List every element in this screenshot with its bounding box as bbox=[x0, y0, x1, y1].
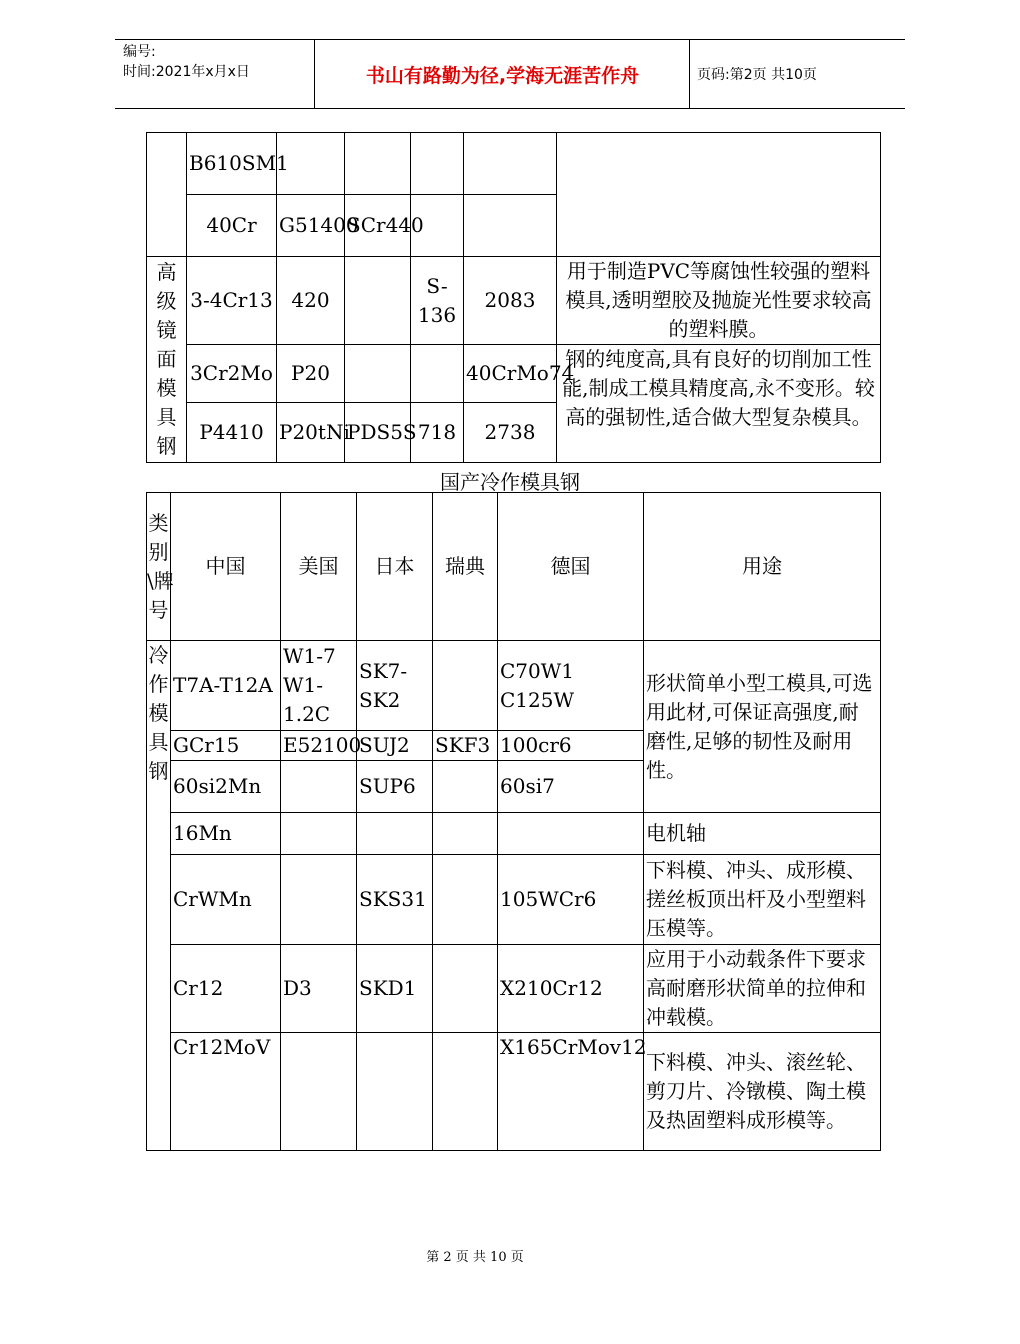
table-cell: T7A-T12A bbox=[171, 641, 281, 731]
table-cell: Cr12MoV bbox=[171, 1033, 281, 1151]
table-cell: SCr440 bbox=[345, 195, 411, 257]
table-cell: G51400 bbox=[277, 195, 345, 257]
table-cell: X165CrMov12 bbox=[498, 1033, 644, 1151]
table-cell bbox=[498, 813, 644, 855]
table-cell bbox=[411, 133, 464, 195]
table-cell: SK7-SK2 bbox=[357, 641, 433, 731]
table2-header-usa: 美国 bbox=[281, 493, 357, 641]
table-cell: PDS5S bbox=[345, 403, 411, 463]
table-cell: 2083 bbox=[464, 257, 557, 345]
table-cell: X210Cr12 bbox=[498, 945, 644, 1033]
table2-usage-group: 形状简单小型工模具,可选用此材,可保证高强度,耐磨性,足够的韧性及耐用性。 bbox=[644, 641, 881, 813]
table-cell: 105WCr6 bbox=[498, 855, 644, 945]
table2-category: 冷作模具钢 bbox=[147, 641, 171, 1151]
table-cell: SUJ2 bbox=[357, 731, 433, 761]
table-cell: SKD1 bbox=[357, 945, 433, 1033]
table-cell: 16Mn bbox=[171, 813, 281, 855]
table2-title: 国产冷作模具钢 bbox=[440, 470, 580, 494]
table1-category-continued bbox=[147, 133, 187, 257]
table2-header-usage: 用途 bbox=[644, 493, 881, 641]
table-cell: 下料模、冲头、成形模、搓丝板顶出杆及小型塑料压模等。 bbox=[644, 855, 881, 945]
table2-header-category: 类别\牌号 bbox=[147, 493, 171, 641]
table-cell: 60si2Mn bbox=[171, 761, 281, 813]
table-cell: D3 bbox=[281, 945, 357, 1033]
table-cell: C70W1 C125W bbox=[498, 641, 644, 731]
table-cell: 40Cr bbox=[187, 195, 277, 257]
table-cell bbox=[464, 133, 557, 195]
table-cell bbox=[433, 761, 498, 813]
table-cell bbox=[411, 345, 464, 403]
table-cell: 100cr6 bbox=[498, 731, 644, 761]
document-time-label: 时间:2021年x月x日 bbox=[123, 64, 250, 80]
table-cell bbox=[357, 813, 433, 855]
table2-header-china: 中国 bbox=[171, 493, 281, 641]
table-cell: 电机轴 bbox=[644, 813, 881, 855]
table-cell: 718 bbox=[411, 403, 464, 463]
table-cell: SKS31 bbox=[357, 855, 433, 945]
table-cell bbox=[433, 855, 498, 945]
table1-usage-1: 用于制造PVC等腐蚀性较强的塑料模具,透明塑胶及抛旋光性要求较高的塑料膜。 bbox=[557, 257, 881, 345]
table-cell: CrWMn bbox=[171, 855, 281, 945]
table1-usage-2: 钢的纯度高,具有良好的切削加工性能,制成工模具精度高,永不变形。较高的强韧性,适合做大型复杂模具。 bbox=[557, 345, 881, 463]
mirror-steel-table bbox=[146, 132, 881, 463]
table-cell: P4410 bbox=[187, 403, 277, 463]
table-cell bbox=[433, 945, 498, 1033]
table-cell: W1-7 W1-1.2C bbox=[281, 641, 357, 731]
table-cell: E52100 bbox=[281, 731, 357, 761]
page-header bbox=[115, 39, 905, 109]
table-cell bbox=[281, 855, 357, 945]
table1-usage-continued bbox=[557, 133, 881, 257]
table-cell bbox=[464, 195, 557, 257]
table-cell bbox=[357, 1033, 433, 1151]
table-cell: 2738 bbox=[464, 403, 557, 463]
table-cell bbox=[281, 1033, 357, 1151]
table-cell: 应用于小动载条件下要求高耐磨形状简单的拉伸和冲载模。 bbox=[644, 945, 881, 1033]
table-cell bbox=[281, 761, 357, 813]
header-motto: 书山有路勤为径,学海无涯苦作舟 bbox=[316, 40, 690, 108]
table-cell bbox=[433, 1033, 498, 1151]
table-cell: 下料模、冲头、滚丝轮、剪刀片、冷镦模、陶土模及热固塑料成形模等。 bbox=[644, 1033, 881, 1151]
table-cell: 420 bbox=[277, 257, 345, 345]
table-cell: SUP6 bbox=[357, 761, 433, 813]
table-cell bbox=[433, 641, 498, 731]
table-cell bbox=[345, 345, 411, 403]
table2-header-germany: 德国 bbox=[498, 493, 644, 641]
table1-category: 高级镜面模具钢 bbox=[147, 257, 187, 463]
cold-work-steel-table bbox=[146, 492, 881, 1151]
table-cell: GCr15 bbox=[171, 731, 281, 761]
page-footer: 第 2 页 共 10 页 bbox=[426, 1250, 524, 1265]
table-cell: SKF3 bbox=[433, 731, 498, 761]
table-cell bbox=[433, 813, 498, 855]
document-number-label: 编号: bbox=[123, 44, 156, 60]
table-cell bbox=[281, 813, 357, 855]
table-cell: 3-4Cr13 bbox=[187, 257, 277, 345]
table-cell: 3Cr2Mo bbox=[187, 345, 277, 403]
header-meta bbox=[115, 40, 315, 108]
table-cell: S-136 bbox=[411, 257, 464, 345]
table-cell: B610SM1 bbox=[187, 133, 277, 195]
table-cell: P20 bbox=[277, 345, 345, 403]
table2-header-sweden: 瑞典 bbox=[433, 493, 498, 641]
table-cell: 40CrMo74 bbox=[464, 345, 557, 403]
table-cell bbox=[345, 257, 411, 345]
table-cell: 60si7 bbox=[498, 761, 644, 813]
header-page-label: 页码:第2页 共10页 bbox=[697, 67, 817, 83]
table2-header-japan: 日本 bbox=[357, 493, 433, 641]
table-cell: P20tNi bbox=[277, 403, 345, 463]
table-cell: Cr12 bbox=[171, 945, 281, 1033]
table-cell bbox=[345, 133, 411, 195]
